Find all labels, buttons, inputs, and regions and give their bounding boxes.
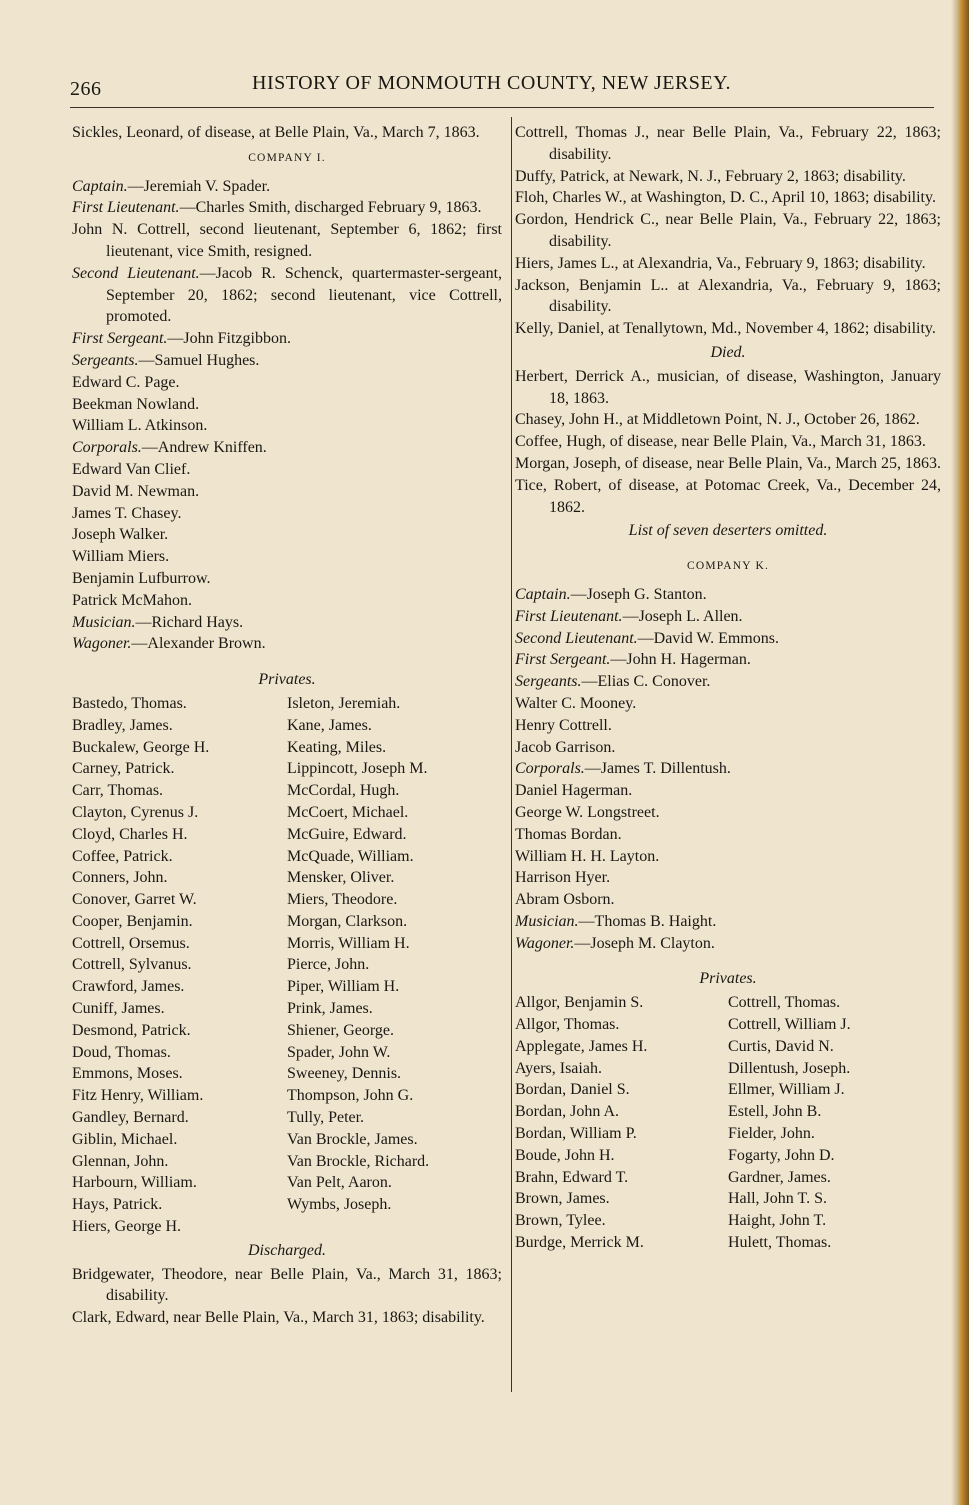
officer-entry [515, 933, 941, 955]
died-entry: Morgan, Joseph, of disease, near Belle Plain, Va., March 25, 1863. [515, 454, 941, 472]
officer-entry [515, 606, 941, 628]
deserters-note: List of seven deserters omitted. [628, 522, 828, 540]
officer-name: George W. Longstreet. [515, 803, 660, 821]
rank-title: First Lieutenant. [515, 607, 623, 625]
officer-name: Harrison Hyer. [515, 869, 611, 887]
died-entry: Tice, Robert, of disease, at Potomac Creek, Va., December 24, 1862. [515, 476, 941, 516]
private-name: Ellmer, William J. [728, 1081, 845, 1099]
rank-title: Musician. [72, 613, 136, 631]
officer-name: —Samuel Hughes. [138, 351, 260, 369]
private-name: Doud, Thomas. [72, 1043, 171, 1061]
private-name: Gandley, Bernard. [72, 1109, 189, 1127]
officer-name: Benjamin Lufburrow. [72, 569, 211, 587]
private-name: McCoert, Michael. [287, 803, 409, 821]
officer-entry [72, 503, 502, 525]
officer-entry [72, 546, 502, 568]
officer-name: —Joseph G. Stanton. [570, 585, 707, 603]
company-k-officers [515, 584, 941, 955]
officer-entry [515, 758, 941, 780]
private-name: Giblin, Michael. [72, 1130, 178, 1148]
private-name: Desmond, Patrick. [72, 1021, 191, 1039]
discharged-entry: Bridgewater, Theodore, near Belle Plain, Va., March 31, 1863; disability. [72, 1265, 502, 1305]
private-name: Burdge, Merrick M. [515, 1234, 644, 1252]
discharged-entry: Gordon, Hendrick C., near Belle Plain, Va., February 22, 1863; disability. [515, 211, 941, 250]
private-name: Carr, Thomas. [72, 782, 164, 800]
officer-name: Joseph Walker. [72, 526, 169, 544]
officer-name: —Richard Hays. [135, 613, 244, 631]
rank-title: First Sergeant. [72, 330, 168, 348]
company-k-heading: COMPANY K. [686, 560, 770, 573]
privates-heading: Privates. [699, 970, 757, 988]
left-column [72, 122, 502, 1329]
officer-name: —John H. Hagerman. [610, 651, 751, 669]
officer-name: —Jeremiah V. Spader. [127, 177, 271, 195]
rank-title: Wagoner. [515, 934, 575, 952]
died-entry: Herbert, Derrick A., musician, of disease, Washington, January 18, 1863. [515, 367, 941, 407]
officer-entry [515, 824, 941, 846]
private-name: Boude, John H. [515, 1146, 615, 1164]
officer-name: William H. H. Layton. [515, 847, 660, 865]
private-name: Hiers, George H. [72, 1218, 182, 1236]
private-name: Shiener, George. [287, 1021, 395, 1039]
officer-entry [515, 649, 941, 671]
private-name: Pierce, John. [287, 956, 370, 974]
private-name: Cooper, Benjamin. [72, 912, 193, 930]
discharged-list-continued [515, 122, 941, 340]
private-name: Isleton, Jeremiah. [287, 694, 401, 712]
rank-title: Wagoner. [72, 635, 132, 653]
private-name: Spader, John W. [287, 1043, 391, 1061]
officer-name: Daniel Hagerman. [515, 782, 633, 800]
discharged-entry: Cottrell, Thomas J., near Belle Plain, Va., February 22, 1863; disability. [515, 124, 941, 163]
privates-column-1 [72, 693, 287, 1238]
officer-name: Patrick McMahon. [72, 591, 192, 609]
private-name: Brown, James. [515, 1190, 610, 1208]
page-header [70, 72, 940, 104]
died-entry: Coffee, Hugh, of disease, near Belle Plain, Va., March 31, 1863. [515, 433, 926, 451]
officer-entry [515, 715, 941, 737]
private-name: Kane, James. [287, 716, 372, 734]
private-name: Applegate, James H. [515, 1037, 648, 1055]
officer-entry [72, 197, 502, 219]
rank-title: Captain. [515, 585, 571, 603]
private-name: Harbourn, William. [72, 1174, 197, 1192]
officer-name: —Joseph M. Clayton. [574, 934, 715, 952]
died-heading: Died. [710, 343, 746, 361]
private-name: Glennan, John. [72, 1152, 169, 1170]
officer-name: —James T. Dillentush. [584, 760, 731, 778]
rank-title: First Lieutenant. [72, 199, 180, 217]
rank-title: Corporals. [515, 760, 585, 778]
privates-column-2 [728, 992, 941, 1254]
private-name: Bastedo, Thomas. [72, 694, 187, 712]
column-divider [511, 117, 512, 1392]
officer-entry [72, 481, 502, 503]
private-name: Bordan, John A. [515, 1103, 619, 1121]
company-i-privates [72, 693, 502, 1238]
private-name: Hays, Patrick. [72, 1196, 163, 1214]
private-name: Fitz Henry, William. [72, 1087, 204, 1105]
private-name: McCordal, Hugh. [287, 782, 400, 800]
private-name: Conners, John. [72, 869, 168, 887]
officer-name: —Elias C. Conover. [581, 673, 711, 691]
died-entry: Chasey, John H., at Middletown Point, N. J., October 26, 1862. [515, 411, 920, 429]
discharged-list [72, 1264, 502, 1329]
officer-name: Thomas Bordan. [515, 825, 622, 843]
officer-entry [72, 524, 502, 546]
private-name: Allgor, Thomas. [515, 1016, 620, 1034]
private-name: Hulett, Thomas. [728, 1234, 832, 1252]
private-name: Wymbs, Joseph. [287, 1196, 392, 1214]
private-name: Curtis, David N. [728, 1037, 834, 1055]
company-k-privates [515, 992, 941, 1254]
rank-title: Second Lieutenant. [72, 264, 200, 282]
private-name: Cuniff, James. [72, 1000, 165, 1018]
officer-name: —David W. Emmons. [637, 629, 779, 647]
discharged-entry: Hiers, James L., at Alexandria, Va., February 9, 1863; disability. [515, 254, 926, 272]
officer-entry [72, 459, 502, 481]
private-name: Cottrell, William J. [728, 1016, 851, 1034]
officer-name: —Andrew Kniffen. [141, 439, 267, 457]
private-name: Cottrell, Sylvanus. [72, 956, 192, 974]
private-name: McQuade, William. [287, 847, 414, 865]
officer-entry [72, 394, 502, 416]
officer-entry [72, 612, 502, 634]
private-name: Crawford, James. [72, 978, 185, 996]
rank-title: Corporals. [72, 439, 142, 457]
private-name: Estell, John B. [728, 1103, 822, 1121]
company-i-officers [72, 176, 502, 656]
officer-entry [72, 590, 502, 612]
intro-entry: Sickles, Leonard, of disease, at Belle Plain, Va., March 7, 1863. [72, 124, 480, 141]
officer-entry [515, 846, 941, 868]
rank-title: Sergeants. [515, 673, 582, 691]
officer-name: Jacob Garrison. [515, 738, 616, 756]
officer-name: Beekman Nowland. [72, 395, 200, 413]
private-name: Bordan, William P. [515, 1125, 637, 1143]
died-list [515, 366, 941, 519]
rank-title: Second Lieutenant. [515, 629, 638, 647]
officer-entry [515, 867, 941, 889]
officer-entry [515, 780, 941, 802]
officer-name: William Miers. [72, 548, 170, 566]
private-name: Ayers, Isaiah. [515, 1059, 602, 1077]
officer-entry [72, 568, 502, 590]
private-name: Gardner, James. [728, 1168, 831, 1186]
officer-entry [515, 584, 941, 606]
private-name: Coffee, Patrick. [72, 847, 173, 865]
officer-entry [72, 415, 502, 437]
officer-name: Edward C. Page. [72, 373, 180, 391]
officer-entry [72, 263, 502, 328]
discharged-entry: Clark, Edward, near Belle Plain, Va., March 31, 1863; disability. [72, 1309, 485, 1327]
officer-entry [72, 219, 502, 263]
private-name: Dillentush, Joseph. [728, 1059, 851, 1077]
officer-name: John N. Cottrell, second lieutenant, September 6, 1862; first lieutenant, vice Smith, resigned. [72, 221, 502, 260]
privates-column-2 [287, 693, 502, 1238]
officer-entry [515, 889, 941, 911]
officer-entry [72, 437, 502, 459]
private-name: Cottrell, Orsemus. [72, 934, 190, 952]
officer-entry [72, 633, 502, 655]
header-rule [70, 107, 934, 108]
privates-column-1 [515, 992, 728, 1254]
officer-name: Walter C. Mooney. [515, 694, 637, 712]
private-name: Allgor, Benjamin S. [515, 994, 644, 1012]
private-name: Clayton, Cyrenus J. [72, 803, 199, 821]
private-name: Buckalew, George H. [72, 738, 210, 756]
discharged-entry: Floh, Charles W., at Washington, D. C., April 10, 1863; disability. [515, 189, 936, 207]
officer-name: —John Fitzgibbon. [167, 330, 291, 348]
private-name: Morris, William H. [287, 934, 410, 952]
private-name: Piper, William H. [287, 978, 400, 996]
private-name: Emmons, Moses. [72, 1065, 183, 1083]
page-edge [951, 0, 969, 1505]
discharged-heading: Discharged. [247, 1241, 327, 1259]
private-name: Miers, Theodore. [287, 891, 398, 909]
officer-entry [72, 350, 502, 372]
private-name: Cloyd, Charles H. [72, 825, 188, 843]
page-number: 266 [70, 78, 102, 100]
rank-title: First Sergeant. [515, 651, 611, 669]
officer-name: —Jacob R. Schenck, quartermaster-sergeant, September 20, 1862; second lieutenant, vice Cottrell, promoted. [106, 264, 503, 326]
officer-entry [515, 737, 941, 759]
private-name: Keating, Miles. [287, 738, 387, 756]
discharged-entry: Jackson, Benjamin L.. at Alexandria, Va., February 9, 1863; disability. [515, 276, 941, 316]
officer-name: —Thomas B. Haight. [578, 912, 717, 930]
officer-name: James T. Chasey. [72, 504, 182, 522]
private-name: Carney, Patrick. [72, 760, 175, 778]
private-name: McGuire, Edward. [287, 825, 407, 843]
private-name: Tully, Peter. [287, 1109, 365, 1127]
officer-name: —Alexander Brown. [131, 635, 266, 653]
running-title: HISTORY OF MONMOUTH COUNTY, NEW JERSEY. [252, 72, 732, 94]
officer-entry [515, 911, 941, 933]
private-name: Thompson, John G. [287, 1087, 414, 1105]
private-name: Haight, John T. [728, 1212, 827, 1230]
officer-entry [515, 693, 941, 715]
officer-entry [515, 628, 941, 650]
private-name: Mensker, Oliver. [287, 869, 395, 887]
private-name: Brown, Tylee. [515, 1212, 606, 1230]
private-name: Van Pelt, Aaron. [287, 1174, 392, 1192]
officer-entry [72, 372, 502, 394]
officer-entry [515, 802, 941, 824]
officer-name: —Charles Smith, discharged February 9, 1863. [179, 199, 482, 217]
officer-name: —Joseph L. Allen. [622, 607, 743, 625]
officer-name: Abram Osborn. [515, 891, 615, 909]
officer-name: William L. Atkinson. [72, 417, 208, 435]
officer-name: Edward Van Clief. [72, 460, 191, 478]
private-name: Bradley, James. [72, 716, 173, 734]
right-column [515, 122, 941, 1254]
rank-title: Musician. [515, 912, 579, 930]
discharged-entry: Kelly, Daniel, at Tenallytown, Md., November 4, 1862; disability. [515, 320, 936, 338]
private-name: Fielder, John. [728, 1125, 815, 1143]
private-name: Prink, James. [287, 1000, 373, 1018]
private-name: Van Brockle, James. [287, 1130, 418, 1148]
private-name: Brahn, Edward T. [515, 1168, 629, 1186]
officer-entry [515, 671, 941, 693]
private-name: Sweeney, Dennis. [287, 1065, 402, 1083]
rank-title: Captain. [72, 177, 128, 195]
private-name: Bordan, Daniel S. [515, 1081, 630, 1099]
privates-heading: Privates. [258, 671, 316, 689]
private-name: Morgan, Clarkson. [287, 912, 408, 930]
private-name: Conover, Garret W. [72, 891, 197, 909]
company-i-heading: COMPANY I. [248, 151, 326, 164]
private-name: Hall, John T. S. [728, 1190, 827, 1208]
officer-name: Henry Cottrell. [515, 716, 612, 734]
private-name: Van Brockle, Richard. [287, 1152, 430, 1170]
private-name: Fogarty, John D. [728, 1146, 835, 1164]
discharged-entry: Duffy, Patrick, at Newark, N. J., February 2, 1863; disability. [515, 167, 906, 185]
private-name: Cottrell, Thomas. [728, 994, 841, 1012]
rank-title: Sergeants. [72, 351, 139, 369]
officer-entry [72, 328, 502, 350]
officer-entry [72, 176, 502, 198]
private-name: Lippincott, Joseph M. [287, 760, 428, 778]
officer-name: David M. Newman. [72, 482, 200, 500]
